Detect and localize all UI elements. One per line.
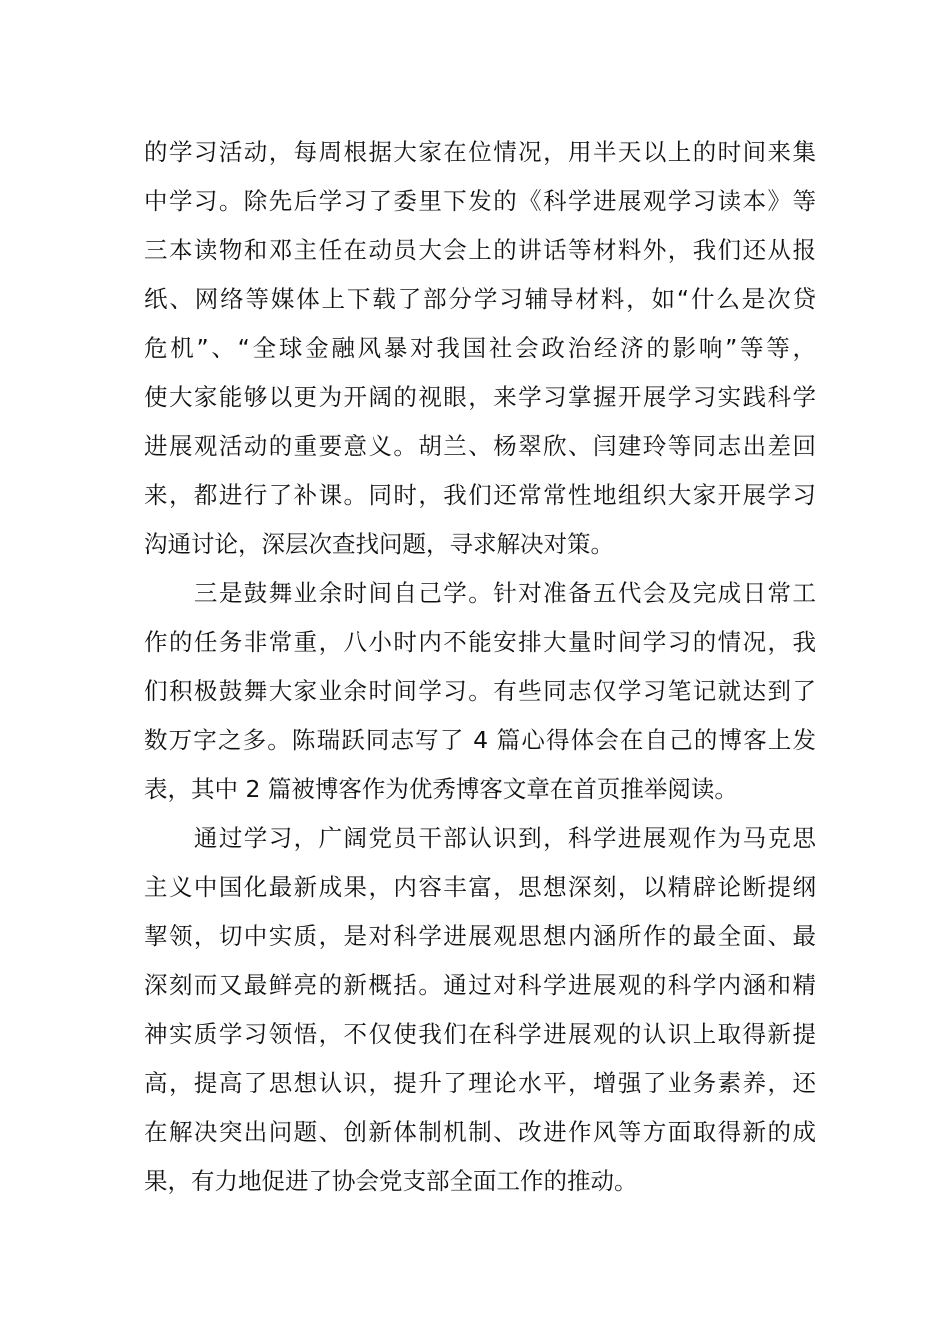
text-line: 表，其中 2 篇被博客作为优秀博客文章在首页推举阅读。 (144, 775, 738, 803)
text-line: 神实质学习领悟，不仅使我们在科学进展观的认识上取得新提 (144, 1020, 816, 1048)
text-line: 沟通讨论，深层次查找问题，寻求解决对策。 (144, 530, 614, 558)
text-line: 三是鼓舞业余时间自己学。针对准备五代会及完成日常工 (144, 579, 816, 607)
text-line: 数万字之多。陈瑞跃同志写了 4 篇心得体会在自己的博客上发 (144, 726, 816, 754)
text-line: 高，提高了思想认识，提升了理论水平，增强了业务素养，还 (144, 1069, 816, 1097)
text-line: 主义中国化最新成果，内容丰富，思想深刻，以精辟论断提纲 (144, 873, 816, 901)
text-line: 挈领，切中实质，是对科学进展观思想内涵所作的最全面、最 (144, 922, 816, 950)
paragraph-3 (144, 814, 816, 1206)
text-line: 们积极鼓舞大家业余时间学习。有些同志仅学习笔记就达到了 (144, 677, 816, 705)
text-line: 通过学习，广阔党员干部认识到，科学进展观作为马克思 (144, 824, 816, 852)
text-line: 深刻而又最鲜亮的新概括。通过对科学进展观的科学内涵和精 (144, 971, 816, 999)
text-line: 中学习。除先后学习了委里下发的《科学进展观学习读本》等 (144, 187, 816, 215)
text-line: 作的任务非常重，八小时内不能安排大量时间学习的情况，我 (144, 628, 816, 656)
text-line: 危机”、“全球金融风暴对我国社会政治经济的影响”等等， (144, 334, 816, 362)
text-line: 进展观活动的重要意义。胡兰、杨翠欣、闫建玲等同志出差回 (144, 432, 816, 460)
text-line: 三本读物和邓主任在动员大会上的讲话等材料外，我们还从报 (144, 236, 816, 264)
text-line: 果，有力地促进了协会党支部全面工作的推动。 (144, 1167, 638, 1195)
document-body (144, 128, 816, 1206)
text-line: 在解决突出问题、创新体制机制、改进作风等方面取得新的成 (144, 1118, 816, 1146)
paragraph-1 (144, 128, 816, 569)
text-line: 纸、网络等媒体上下载了部分学习辅导材料，如“什么是次贷 (144, 285, 816, 313)
text-line: 来，都进行了补课。同时，我们还常常性地组织大家开展学习 (144, 481, 816, 509)
text-line: 使大家能够以更为开阔的视眼，来学习掌握开展学习实践科学 (144, 383, 816, 411)
paragraph-2 (144, 569, 816, 814)
text-line: 的学习活动，每周根据大家在位情况，用半天以上的时间来集 (144, 138, 816, 166)
